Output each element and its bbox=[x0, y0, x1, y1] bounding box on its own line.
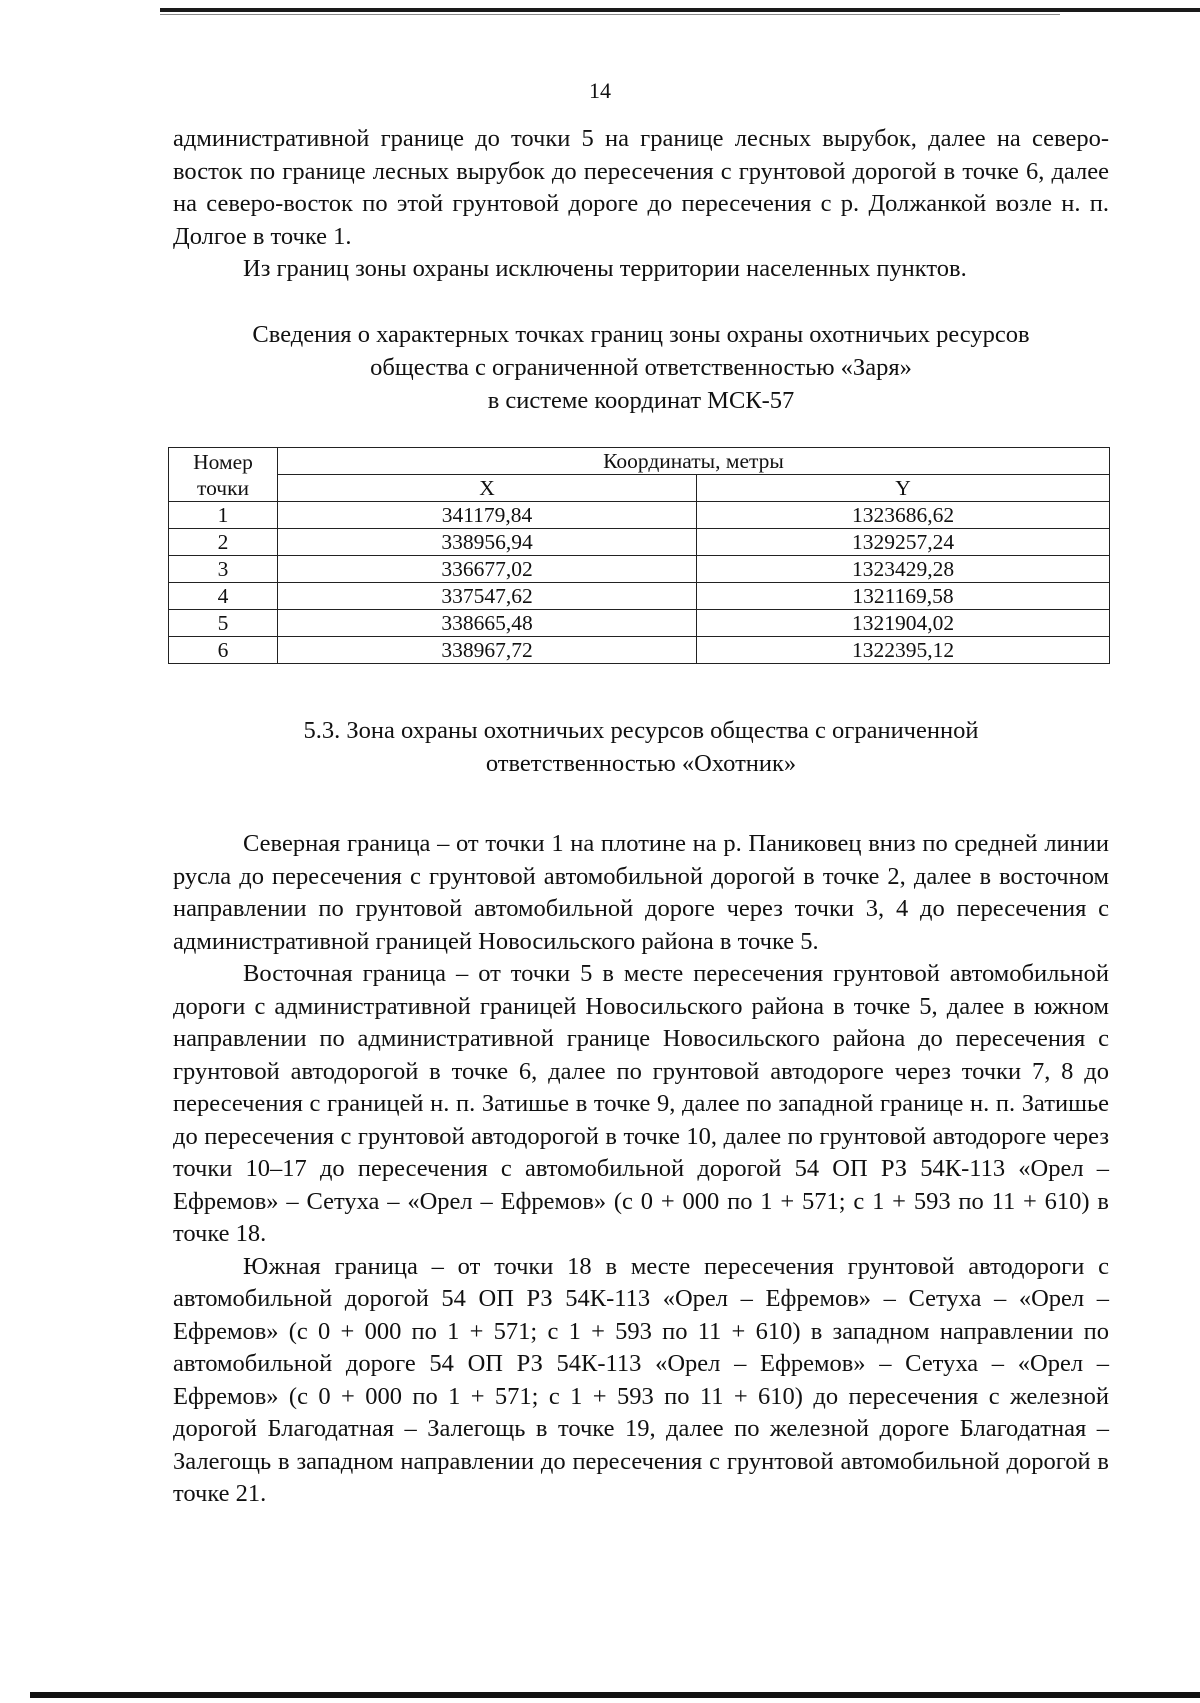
top-scan-rule-thin bbox=[160, 14, 1060, 15]
header-coordinates: Координаты, метры bbox=[278, 448, 1110, 475]
table-subheader-row bbox=[169, 475, 1110, 502]
section-title-line: ответственностью «Охотник» bbox=[485, 750, 797, 777]
cell-y: 1323686,62 bbox=[697, 502, 1110, 529]
bottom-scan-rule bbox=[30, 1692, 1200, 1698]
cell-x: 336677,02 bbox=[278, 556, 697, 583]
header-number-line: точки bbox=[196, 475, 250, 500]
cell-number: 4 bbox=[169, 583, 278, 610]
intro-paragraph: административной границе до точки 5 на границе лесных вырубок, далее на северо-восток по границе лесных вырубок до пересечения с грунтовой дорогой в точке 6, далее на северо-восток по этой грунтовой дороге до пересечения с р. Должанкой возле н. п. Долгое в точке 1. bbox=[173, 125, 1109, 250]
section-title-line: 5.3. Зона охраны охотничьих ресурсов общества с ограниченной bbox=[303, 717, 979, 744]
table-caption-line: Сведения о характерных точках границ зоны охраны охотничьих ресурсов bbox=[252, 321, 1030, 348]
cell-y: 1321904,02 bbox=[697, 610, 1110, 637]
coordinates-table bbox=[168, 447, 1110, 664]
cell-number: 6 bbox=[169, 637, 278, 664]
header-y: Y bbox=[697, 475, 1110, 502]
table-row bbox=[169, 502, 1110, 529]
table-row bbox=[169, 637, 1110, 664]
table-header-row bbox=[169, 448, 1110, 475]
cell-y: 1322395,12 bbox=[697, 637, 1110, 664]
cell-number: 5 bbox=[169, 610, 278, 637]
section-heading bbox=[173, 714, 1109, 780]
table-row bbox=[169, 529, 1110, 556]
cell-y: 1329257,24 bbox=[697, 529, 1110, 556]
table-row bbox=[169, 556, 1110, 583]
table-caption-line: общества с ограниченной ответственностью «Заря» bbox=[370, 354, 912, 381]
header-number-line: Номер bbox=[193, 449, 253, 474]
table-caption-line: в системе координат МСК-57 bbox=[487, 387, 795, 414]
cell-x: 338956,94 bbox=[278, 529, 697, 556]
header-x: X bbox=[278, 475, 697, 502]
cell-number: 2 bbox=[169, 529, 278, 556]
south-boundary-paragraph: Южная граница – от точки 18 в месте пересечения грунтовой автодороги с автомобильной дорогой 54 ОП РЗ 54К-113 «Орел – Ефремов» – Сетуха – «Орел – Ефремов» (с 0 + 000 по 1 + 571; с 1 + 593 по 11 + 610) в западном направлении по автомобильной дороге 54 ОП РЗ 54К-113 «Орел – Ефремов» – Сетуха – «Орел – Ефремов» (с 0 + 000 по 1 + 571; с 1 + 593 по 11 + 610) до пересечения с железной дорогой Благодатная – Залегощь в точке 19, далее по железной дороге Благодатная – Залегощь в западном направлении до пересечения с грунтовой автомобильной дорогой в точке 21. bbox=[173, 1252, 1109, 1507]
top-scan-rule bbox=[160, 8, 1200, 12]
cell-x: 338967,72 bbox=[278, 637, 697, 664]
page-number: 14 bbox=[589, 78, 611, 103]
table-row bbox=[169, 583, 1110, 610]
exclusion-paragraph: Из границ зоны охраны исключены территории населенных пунктов. bbox=[243, 255, 967, 282]
table-caption bbox=[173, 318, 1109, 417]
body-text bbox=[173, 828, 1109, 1511]
cell-number: 1 bbox=[169, 502, 278, 529]
east-boundary-paragraph: Восточная граница – от точки 5 в месте пересечения грунтовой автомобильной дороги с административной границей Новосильского района в точке 5, далее в южном направлении по административной границе Новосильского района до пересечения с грунтовой автодорогой в точке 6, далее по грунтовой автодороге через точки 7, 8 до пересечения с границей н. п. Затишье в точке 9, далее по западной границе н. п. Затишье до пересечения с грунтовой автодорогой в точке 10, далее по грунтовой автодороге через точки 10–17 до пересечения с автомобильной дорогой 54 ОП РЗ 54К-113 «Орел – Ефремов» – Сетуха – «Орел – Ефремов» (с 0 + 000 по 1 + 571; с 1 + 593 по 11 + 610) в точке 18. bbox=[173, 960, 1109, 1247]
north-boundary-paragraph: Северная граница – от точки 1 на плотине на р. Паниковец вниз по средней линии русла до пересечения с грунтовой автомобильной дорогой в точке 2, далее в восточном направлении по грунтовой автомобильной дороге через точки 3, 4 до пересечения с административной границей Новосильского района в точке 5. bbox=[173, 830, 1109, 955]
cell-number: 3 bbox=[169, 556, 278, 583]
cell-x: 337547,62 bbox=[278, 583, 697, 610]
cell-x: 341179,84 bbox=[278, 502, 697, 529]
cell-y: 1321169,58 bbox=[697, 583, 1110, 610]
header-point-number bbox=[169, 448, 278, 502]
cell-y: 1323429,28 bbox=[697, 556, 1110, 583]
intro-text bbox=[173, 123, 1109, 286]
cell-x: 338665,48 bbox=[278, 610, 697, 637]
table-row bbox=[169, 610, 1110, 637]
